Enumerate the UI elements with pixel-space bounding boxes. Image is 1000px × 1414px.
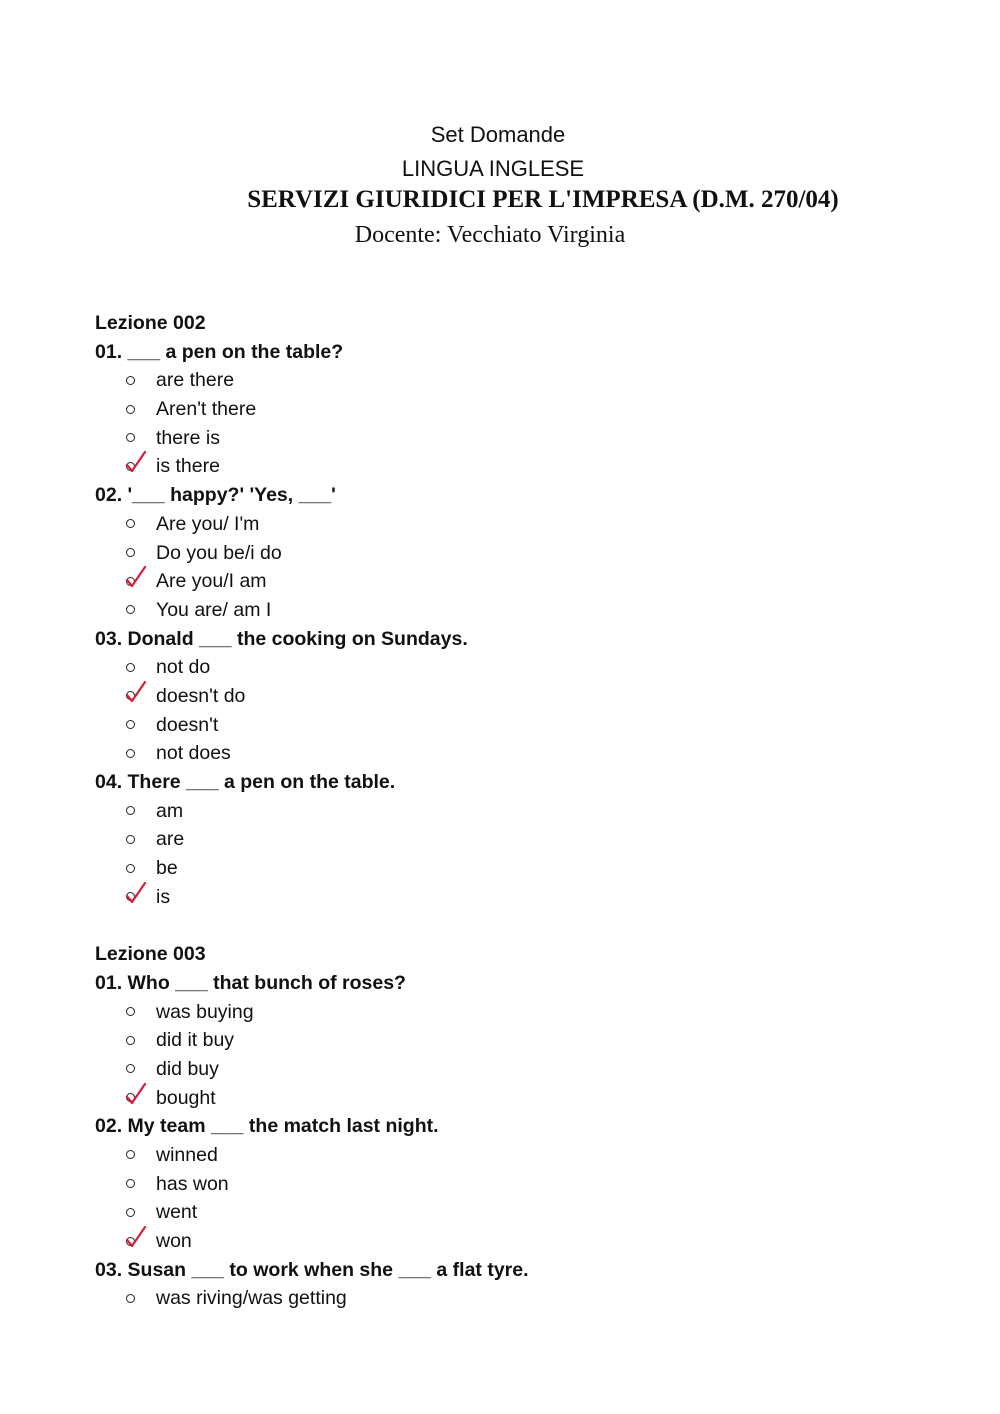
answer-option [95,1170,915,1199]
answer-option [95,539,915,568]
question-text: 01. ___ a pen on the table? [95,340,344,363]
circle-bullet-icon [126,749,135,758]
option-label: You are/ am I [156,598,272,621]
question-text: 02. My team ___ the match last night. [95,1115,439,1138]
answer-option [95,1141,915,1170]
option-label: not do [156,656,211,679]
circle-bullet-icon [126,405,135,414]
circle-bullet-icon [126,720,135,729]
checkmark-icon [125,1081,153,1109]
circle-bullet-icon [126,548,135,557]
option-label: bought [156,1086,216,1109]
course-title: LINGUA INGLESE [401,156,585,181]
answer-option [95,998,915,1027]
checkmark-icon [125,449,153,477]
option-label: be [156,857,178,880]
answer-option [95,854,915,883]
answer-option [95,366,915,395]
circle-bullet-icon [126,835,135,844]
answer-option [95,395,915,424]
circle-bullet-icon [126,1036,135,1045]
option-label: am [156,799,184,822]
circle-bullet-icon [126,1179,135,1188]
question-text: 03. Donald ___ the cooking on Sundays. [95,627,468,650]
question-set [95,309,915,1342]
question-text: 03. Susan ___ to work when she ___ a flat tyre. [95,1258,529,1281]
answer-option [95,711,915,740]
circle-bullet-icon [126,864,135,873]
circle-bullet-icon [126,663,135,672]
option-label: did it buy [156,1029,235,1052]
answer-option [95,739,915,768]
option-label: did buy [156,1057,219,1080]
circle-bullet-icon [126,1150,135,1159]
answer-option [95,510,915,539]
option-label: has won [156,1172,229,1195]
circle-bullet-icon [126,806,135,815]
circle-bullet-icon [126,1064,135,1073]
answer-option [95,1055,915,1084]
answer-option-correct [95,1227,915,1256]
answer-option [95,1284,915,1313]
answer-option [95,596,915,625]
set-title: Set Domande [430,122,566,147]
option-label: was riving/was getting [156,1287,347,1310]
answer-option [95,653,915,682]
circle-bullet-icon [126,433,135,442]
circle-bullet-icon [126,519,135,528]
answer-option-correct [95,567,915,596]
circle-bullet-icon [126,376,135,385]
answer-option-correct [95,682,915,711]
lesson-section [95,940,915,1313]
checkmark-icon [125,679,153,707]
option-label: doesn't do [156,684,246,707]
circle-bullet-icon [126,1208,135,1217]
option-label: winned [156,1143,218,1166]
option-label: Are you/I am [156,570,267,593]
lesson-section [95,309,915,911]
answer-option-correct [95,452,915,481]
lesson-title: Lezione 002 [95,312,206,334]
option-label: Are you/ I'm [156,512,260,535]
option-label: not does [156,742,231,765]
option-label: doesn't [156,713,219,736]
program-title: SERVIZI GIURIDICI PER L'IMPRESA (D.M. 270/04) [247,186,839,213]
option-label: went [156,1201,198,1224]
checkmark-icon [125,880,153,908]
answer-option [95,797,915,826]
checkmark-icon [125,564,153,592]
teacher-name: Docente: Vecchiato Virginia [354,222,626,248]
answer-option [95,1026,915,1055]
circle-bullet-icon [126,1294,135,1303]
option-label: was buying [156,1000,254,1023]
question-text: 01. Who ___ that bunch of roses? [95,971,406,994]
option-label: is there [156,455,220,478]
circle-bullet-icon [126,1007,135,1016]
answer-option [95,825,915,854]
question-text: 02. '___ happy?' 'Yes, ___' [95,484,336,507]
option-label: won [156,1230,192,1252]
answer-option-correct [95,1084,915,1113]
answer-option [95,1198,915,1227]
option-label: Aren't there [156,398,257,421]
question-text: 04. There ___ a pen on the table. [95,771,396,793]
circle-bullet-icon [126,605,135,614]
option-label: there is [156,426,220,449]
option-label: are [156,828,185,851]
answer-option-correct [95,883,915,912]
lesson-title: Lezione 003 [95,943,206,966]
option-label: are there [156,369,235,392]
answer-option [95,424,915,453]
option-label: Do you be/i do [156,541,282,564]
checkmark-icon [125,1224,153,1252]
option-label: is [156,885,171,908]
